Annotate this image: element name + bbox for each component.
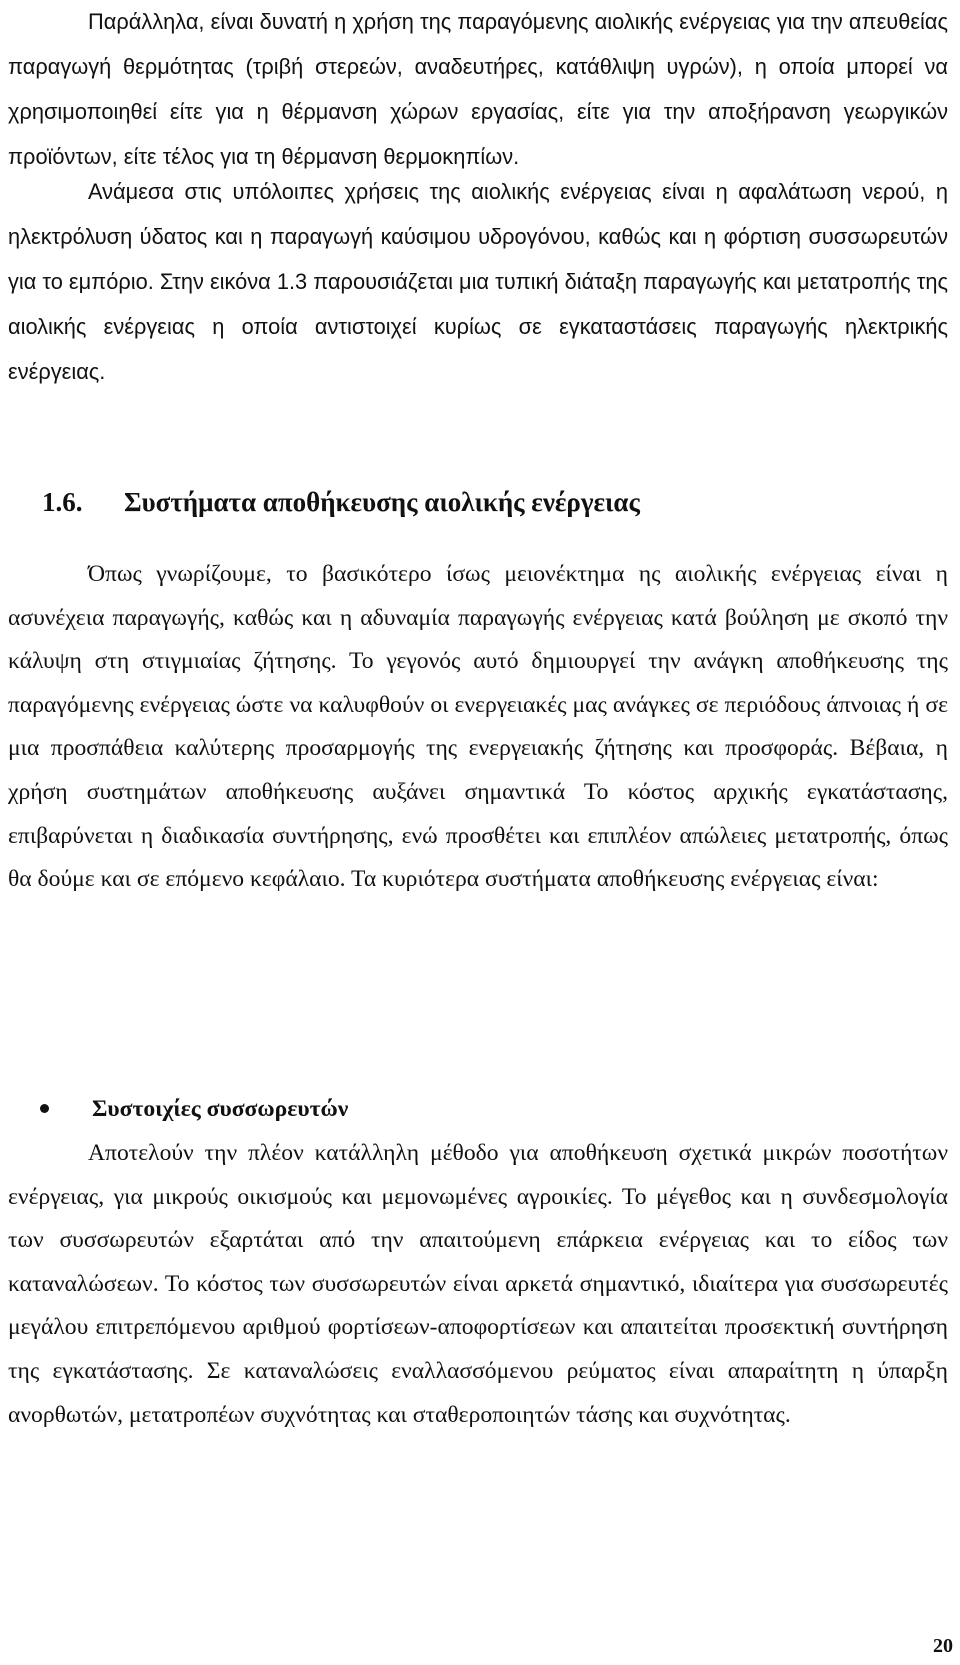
paragraph-storage-intro: Όπως γνωρίζουμε, το βασικότερο ίσως μειονέκτημα ης αιολικής ενέργειας είναι η ασυνέχεια παραγωγής, καθώς και η αδυναμία παραγωγής ενέργειας κατά βούληση με σκοπό την κάλυψη στη στιγμιαίας ζήτησης. Το γεγονός αυτό δημιουργεί την ανάγκη αποθήκευσης της παραγόμενης ενέργειας ώστε να καλυφθούν οι ενεργειακές μας ανάγκες σε περιόδους άπνοιας ή σε μια προσπάθεια καλύτερης προσαρμογής της ενεργειακής ζήτησης και προσφοράς. Βέβαια, η χρήση συστημάτων αποθήκευσης αυξάνει σημαντικά Το κόστος αρχικής εγκατάστασης, επιβαρύνεται η διαδικασία συντήρησης, ενώ προσθέτει και επιπλέον απώλειες μετατροπής, όπως θα δούμε και σε επόμενο κεφάλαιο. Τα κυριότερα συστήματα αποθήκευσης ενέργειας είναι: (8, 561, 948, 893)
bullet-title: Συστοιχίες συσσωρευτών (92, 1096, 349, 1122)
bullet-icon (40, 1104, 49, 1113)
paragraph-direct-heat-production: Παράλληλα, είναι δυνατή η χρήση της παραγόμενης αιολικής ενέργειας για την απευθείας παραγωγή θερμότητας (τριβή στερεών, αναδευτήρες, κατάθλιψη υγρών), η οποία μπορεί να χρησιμοποιηθεί είτε για η θέρμανση χώρων εργασίας, είτε για την αποξήρανση γεωργικών προϊόντων, είτε τέλος για τη θέρμανση θερμοκηπίων. (8, 9, 948, 169)
paragraph-other-uses: Ανάμεσα στις υπόλοιπες χρήσεις της αιολικής ενέργειας είναι η αφαλάτωση νερού, η ηλεκτρόλυση ύδατος και η παραγωγή καύσιμου υδρογόνου, καθώς και η φόρτιση συσσωρευτών για το εμπόριο. Στην εικόνα 1.3 παρουσιάζεται μια τυπική διάταξη παραγωγής και μετατροπής της αιολικής ενέργειας η οποία αντιστοιχεί κυρίως σε εγκαταστάσεις παραγωγής ηλεκτρικής ενέργειας. (8, 179, 948, 384)
section-title: Συστήματα αποθήκευσης αιολικής ενέργειας (124, 487, 640, 517)
section-heading (42, 483, 640, 521)
section-number: 1.6. (42, 487, 83, 517)
page-number: 20 (933, 1635, 953, 1657)
paragraph-batteries-description: Αποτελούν την πλέον κατάλληλη μέθοδο για αποθήκευση σχετικά μικρών ποσοτήτων ενέργειας, για μικρούς οικισμούς και μεμονωμένες αγροικίες. Το μέγεθος και η συνδεσμολογία των συσσωρευτών εξαρτάται από την απαιτούμενη επάρκεια ενέργειας και το είδος των καταναλώσεων. Το κόστος των συσσωρευτών είναι αρκετά σημαντικό, ιδιαίτερα για συσσωρευτές μεγάλου επιτρεπόμενου αριθμού φορτίσεων-αποφορτίσεων και απαιτείται προσεκτική συντήρηση της εγκατάστασης. Σε καταναλώσεις εναλλασσόμενου ρεύματος είναι απαραίτητη η ύπαρξη ανορθωτών, μετατροπέων συχνότητας και σταθεροποιητών τάσης και συχνότητας. (8, 1140, 948, 1428)
